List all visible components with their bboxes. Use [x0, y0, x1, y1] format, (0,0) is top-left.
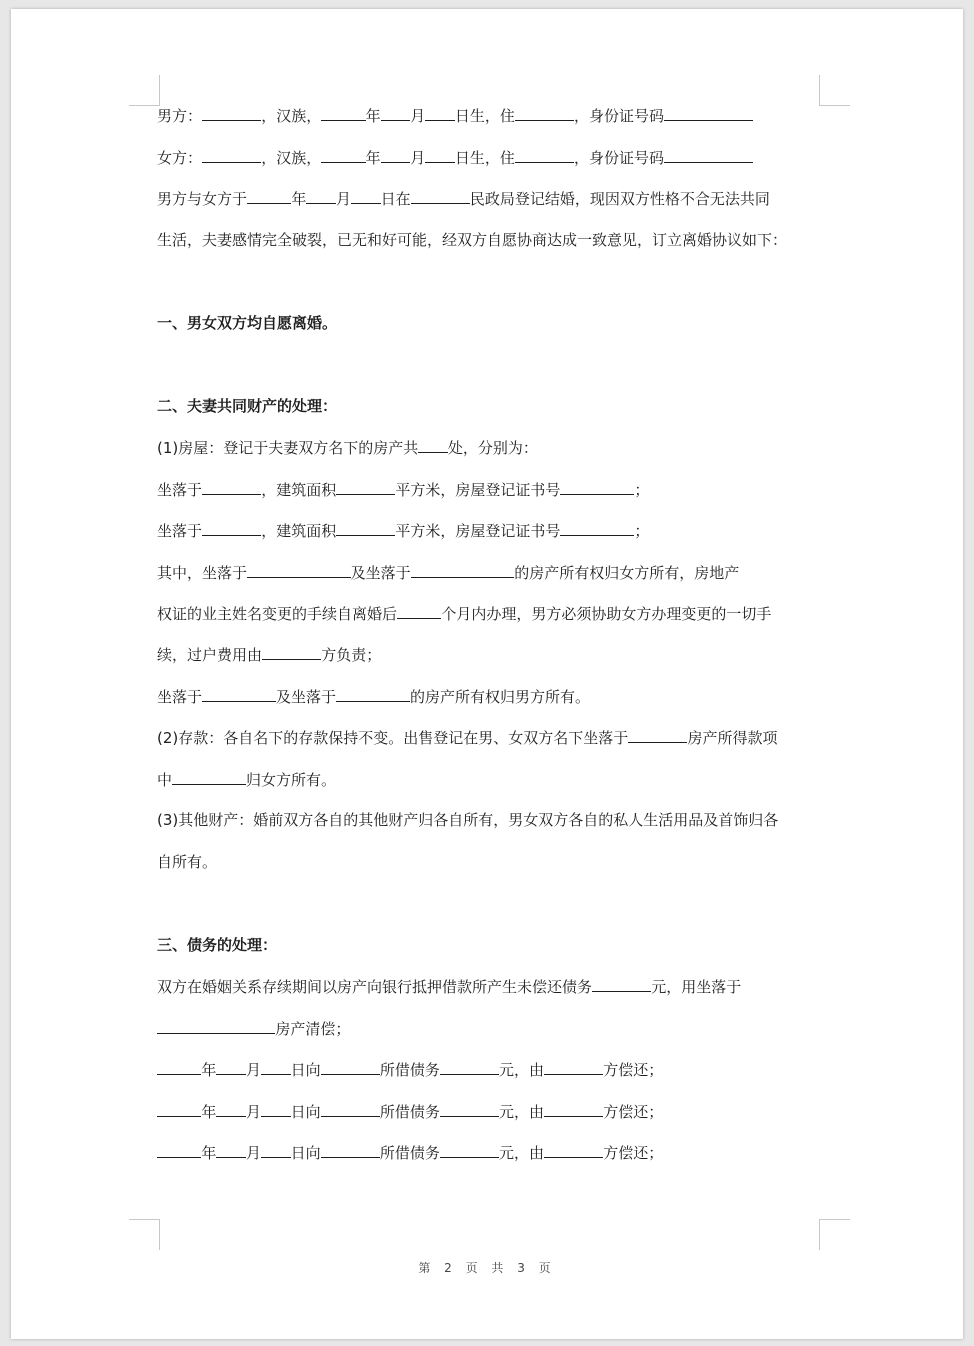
section-heading: 三、债务的处理： — [157, 936, 278, 954]
fill-in-blank — [321, 144, 365, 163]
fill-in-blank — [440, 1098, 499, 1117]
fill-in-blank — [202, 102, 261, 121]
fill-in-blank — [440, 1139, 499, 1158]
margin-corner-top-left — [129, 75, 160, 106]
body-line: 年 月 日向 所借债务 元，由 方偿还； — [157, 1139, 837, 1165]
fill-in-blank — [440, 1056, 499, 1075]
fill-in-blank — [411, 185, 470, 204]
page-number-footer: 第 2 页 共 3 页 — [418, 1261, 556, 1275]
fill-in-blank — [261, 1098, 291, 1117]
fill-in-blank — [544, 1139, 603, 1158]
body-line: 生活，夫妻感情完全破裂，已无和好可能，经双方自愿协商达成一致意见，订立离婚协议如下： — [157, 231, 788, 249]
fill-in-blank — [247, 559, 351, 578]
fill-in-blank — [321, 1056, 380, 1075]
fill-in-blank — [560, 476, 634, 495]
body-line: 双方在婚姻关系存续期间以房产向银行抵押借款所产生未偿还债务 元，用坐落于 — [157, 973, 837, 999]
fill-in-blank — [202, 476, 261, 495]
body-line: 男方与女方于 年 月 日在 民政局登记结婚，现因双方性格不合无法共同 — [157, 185, 837, 211]
fill-in-blank — [216, 1098, 246, 1117]
section-heading: 二、夫妻共同财产的处理： — [157, 397, 338, 415]
fill-in-blank — [216, 1056, 246, 1075]
body-line: 男方： ，汉族， 年 月 日生，住 ，身份证号码 — [157, 102, 837, 128]
body-line: 年 月 日向 所借债务 元，由 方偿还； — [157, 1098, 837, 1124]
body-line: 续，过户费用由 方负责； — [157, 641, 837, 667]
fill-in-blank — [202, 517, 261, 536]
body-line: 权证的业主姓名变更的手续自离婚后 个月内办理，男方必须协助女方办理变更的一切手 — [157, 600, 837, 626]
body-line: (2)存款：各自名下的存款保持不变。出售登记在男、女双方名下坐落于 房产所得款项 — [157, 724, 837, 750]
fill-in-blank — [336, 517, 395, 536]
fill-in-blank — [560, 517, 634, 536]
fill-in-blank — [664, 102, 753, 121]
document-page — [11, 9, 963, 1339]
body-line: 坐落于 ，建筑面积 平方米，房屋登记证书号 ； — [157, 476, 837, 502]
body-line: 坐落于 ，建筑面积 平方米，房屋登记证书号 ； — [157, 517, 837, 543]
fill-in-blank — [202, 683, 276, 702]
fill-in-blank — [544, 1056, 603, 1075]
fill-in-blank — [321, 1098, 380, 1117]
fill-in-blank — [336, 683, 410, 702]
fill-in-blank — [664, 144, 753, 163]
fill-in-blank — [544, 1098, 603, 1117]
body-line: 其中，坐落于 及坐落于 的房产所有权归女方所有，房地产 — [157, 559, 837, 585]
fill-in-blank — [157, 1139, 201, 1158]
fill-in-blank — [321, 102, 365, 121]
fill-in-blank — [157, 1056, 201, 1075]
fill-in-blank — [306, 185, 336, 204]
body-line: 女方： ，汉族， 年 月 日生，住 ，身份证号码 — [157, 144, 837, 170]
section-heading: 一、男女双方均自愿离婚。 — [157, 314, 338, 332]
body-line: (3)其他财产：婚前双方各自的其他财产归各自所有，男女双方各自的私人生活用品及首饰归各 — [157, 811, 779, 829]
fill-in-blank — [216, 1139, 246, 1158]
body-line: 中 归女方所有。 — [157, 766, 837, 792]
fill-in-blank — [261, 1139, 291, 1158]
fill-in-blank — [381, 102, 411, 121]
fill-in-blank — [157, 1015, 275, 1034]
fill-in-blank — [247, 185, 291, 204]
fill-in-blank — [425, 102, 455, 121]
fill-in-blank — [628, 724, 687, 743]
fill-in-blank — [336, 476, 395, 495]
margin-corner-bottom-right — [819, 1219, 850, 1250]
body-line: 年 月 日向 所借债务 元，由 方偿还； — [157, 1056, 837, 1082]
fill-in-blank — [592, 973, 651, 992]
fill-in-blank — [261, 1056, 291, 1075]
fill-in-blank — [425, 144, 455, 163]
body-line: (1)房屋：登记于夫妻双方名下的房产共 处，分别为： — [157, 434, 837, 460]
fill-in-blank — [381, 144, 411, 163]
fill-in-blank — [157, 1098, 201, 1117]
body-line: 房产清偿； — [157, 1015, 837, 1041]
fill-in-blank — [397, 600, 441, 619]
fill-in-blank — [262, 641, 321, 660]
fill-in-blank — [321, 1139, 380, 1158]
body-line: 坐落于 及坐落于 的房产所有权归男方所有。 — [157, 683, 837, 709]
fill-in-blank — [515, 102, 574, 121]
fill-in-blank — [351, 185, 381, 204]
fill-in-blank — [172, 766, 246, 785]
margin-corner-bottom-left — [129, 1219, 160, 1250]
fill-in-blank — [418, 434, 448, 453]
fill-in-blank — [411, 559, 515, 578]
fill-in-blank — [515, 144, 574, 163]
body-line: 自所有。 — [157, 853, 218, 871]
fill-in-blank — [202, 144, 261, 163]
